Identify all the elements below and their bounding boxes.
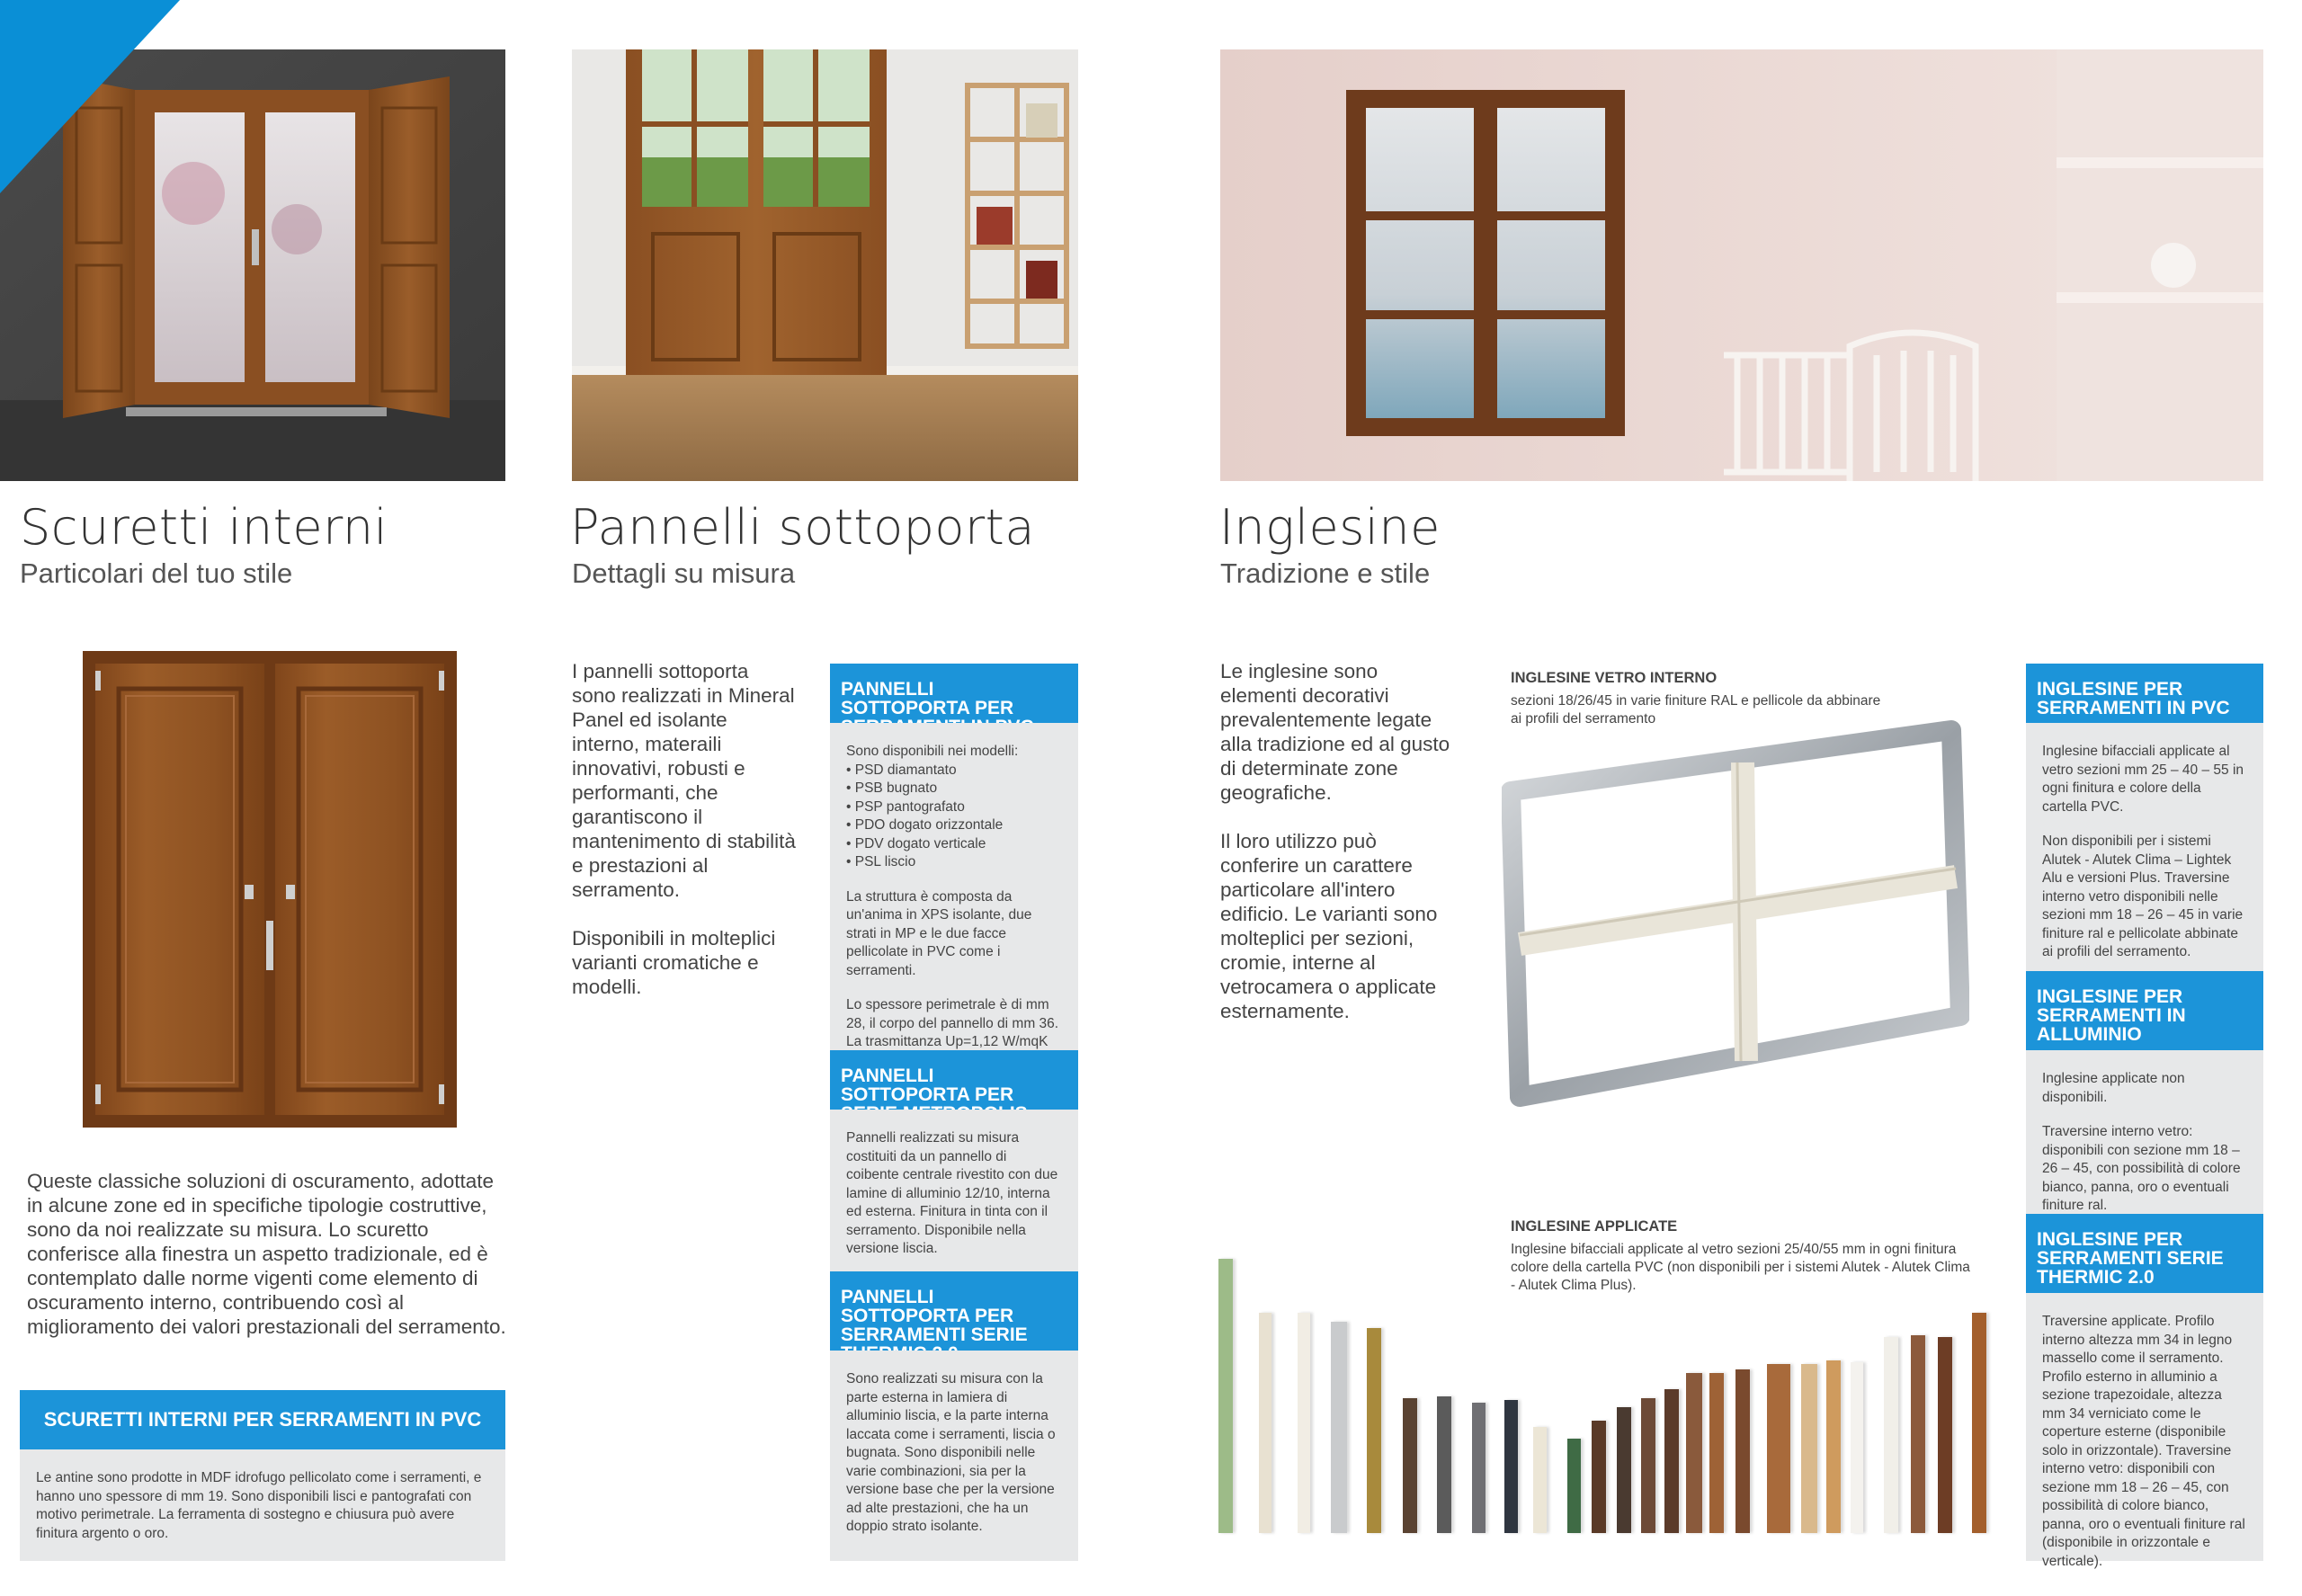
pannelli-thermic-title: PANNELLI SOTTOPORTA PER SERRAMENTI SERIE: [830, 1271, 1078, 1351]
color-swatch: [1709, 1373, 1724, 1533]
pannelli-body-p1: I pannelli sottoporta sono realizzati in Mineral Panel ed isolante interno, materaili innovativi, robusti e performanti, che garantiscono il mantenimento di stabilità e prestazioni al serramento.: [572, 660, 796, 901]
inglesine-vetro-title: INGLESINE VETRO INTERNO: [1511, 670, 1718, 686]
inglesine-pvc-p2: Non disponibili per i sistemi Alutek - Alutek Clima – Lightek Alu e versioni Plus. Traversine interno vetro disponibili nelle sezioni mm 18 – 26 – 45 in varie finiture ral e pellicolate abbinate ai profili del serramento.: [2042, 834, 2244, 959]
inglesine-body: [1220, 659, 1456, 1048]
inglesine-pvc-title: INGLESINE PER SERRAMENTI IN PVC: [2026, 664, 2263, 723]
pannelli-pvc-title: PANNELLI SOTTOPORTA PER: [830, 664, 1078, 723]
color-swatch: [1664, 1389, 1679, 1533]
pannelli-pvc-p2: La struttura è composta da un'anima in XPS isolante, due strati in MP e le due facce pellicolate in PVC come i serramenti.: [846, 888, 1032, 978]
inglesine-thermic-box: [2026, 1293, 2263, 1569]
pannelli-models-list: [846, 762, 1062, 872]
pannelli-title: Pannelli sottoporta: [570, 499, 1035, 556]
color-swatch: [1403, 1398, 1417, 1533]
color-swatch: [1767, 1364, 1790, 1533]
color-swatch: [1437, 1396, 1451, 1533]
inglesine-grid-image: [1502, 719, 1969, 1115]
pannelli-metropolis-box: [830, 1110, 1078, 1271]
color-swatch: [1851, 1362, 1863, 1533]
color-swatch: [1533, 1427, 1547, 1533]
inglesine-pvc-box: [2026, 723, 2263, 971]
pannelli-thermic-text: Sono realizzati su misura con la parte esterna in lamiera di alluminio liscia, e la parte interna laccata come i serramenti, liscia o bugnata. Sono disponibili nelle varie combinazioni, sia per la versione base che per la versione ad alte prestazioni, che ha un doppio strato isolante.: [846, 1371, 1056, 1534]
color-swatch: [1641, 1398, 1655, 1533]
inglesine-thermic-text: Traversine applicate. Profilo interno altezza mm 34 in legno massello come il serramento. Profilo esterno in alluminio a sezione trapezoidale, altezza mm 34 verniciato come le coperture esterne (disponibile solo in orizzontale). Traversine interno vetro: disponibili con sezione mm 18 – 26 – 45, con possibilità di colore bianco, panna, oro o eventuali finiture ral (disponibile in orizzontale e verticale).: [2042, 1314, 2245, 1569]
inglesine-photo: [1220, 49, 2263, 481]
pannelli-metropolis-text: Pannelli realizzati su misura costituiti da un pannello di coibente centrale rivestito con due lamine di alluminio 12/10, interna ed esterna. Finitura in tinta con il serramento. Disponibile nella versione liscia.: [846, 1130, 1058, 1256]
list-item: • PDV dogato verticale: [846, 835, 1062, 854]
inglesine-thermic-title: INGLESINE PER SERRAMENTI SERIE THERMIC 2.0: [2026, 1214, 2263, 1293]
inglesine-body-p1: Le inglesine sono elementi decorativi prevalentemente legate alla tradizione ed al gusto di determinate zone geografiche.: [1220, 660, 1450, 804]
list-item: • PSB bugnato: [846, 780, 1062, 798]
pannelli-photo: [572, 49, 1078, 481]
inglesine-alluminio-title: INGLESINE PER SERRAMENTI IN ALLUMINIO: [2026, 971, 2263, 1050]
scuretti-box-title: SCURETTI INTERNI PER SERRAMENTI IN PVC: [20, 1390, 505, 1449]
color-swatch: [1938, 1337, 1952, 1533]
inglesine-alluminio-p2: Traversine interno vetro: disponibili con sezione mm 18 – 26 – 45, con possibilità di colore bianco, panna, oro o eventuali finiture ral.: [2042, 1124, 2241, 1213]
color-swatch: [1592, 1421, 1606, 1533]
pannelli-body-p2: Disponibili in molteplici varianti cromatiche e modelli.: [572, 927, 776, 998]
list-item: • PSL liscio: [846, 853, 1062, 872]
color-swatch: [1298, 1313, 1310, 1533]
scuretti-box: [20, 1449, 505, 1561]
scuretti-subtitle: Particolari del tuo stile: [20, 557, 293, 589]
color-swatch: [1617, 1407, 1631, 1533]
color-swatch: [1972, 1313, 1986, 1533]
pannelli-pvc-intro: Sono disponibili nei modelli:: [846, 744, 1019, 759]
pannelli-body: [572, 659, 797, 1023]
pannelli-thermic-box: [830, 1351, 1078, 1561]
inglesine-title: Inglesine: [1219, 499, 1441, 556]
color-swatch: [1504, 1400, 1518, 1533]
pannelli-pvc-box: [830, 723, 1078, 1050]
list-item: • PSD diamantato: [846, 762, 1062, 780]
corner-accent: [0, 0, 180, 193]
pannelli-pvc-p3: Lo spessore perimetrale è di mm 28, il corpo del pannello di mm 36. La trasmittanza Up=1,12 W/mqK: [846, 997, 1059, 1049]
color-swatch: [1801, 1364, 1817, 1533]
color-swatch: [1331, 1322, 1347, 1533]
list-item: • PSP pantografato: [846, 798, 1062, 817]
list-item: • PDO dogato orizzontale: [846, 816, 1062, 835]
inglesine-applicate-text: Inglesine bifacciali applicate al vetro sezioni 25/40/55 mm in ogni finitura colore della cartella PVC (non disponibili per i sistemi Alutek - Alutek Clima - Alutek Clima Plus).: [1511, 1242, 1970, 1293]
scuretti-body: Queste classiche soluzioni di oscuramento, adottate in alcune zone ed in specifiche tipologie costruttive, sono da noi realizzate su misura. Lo scuretto conferisce alla finestra un aspetto tradizionale, ed è contemplato dalle norme vigenti come elemento di oscuramento interno, contribuendo così al miglioramento dei valori prestazionali del serramento.: [27, 1170, 506, 1338]
pannelli-metropolis-title: PANNELLI SOTTOPORTA PER: [830, 1050, 1078, 1110]
color-swatch: [1259, 1313, 1271, 1533]
inglesine-alluminio-box: [2026, 1050, 2263, 1214]
inglesine-alluminio-p1: Inglesine applicate non disponibili.: [2042, 1071, 2185, 1105]
color-swatch: [1884, 1337, 1898, 1533]
inglesine-body-p2: Il loro utilizzo può conferire un carattere particolare all'intero edificio. Le varianti sono molteplici per sezioni, cromie, interne al vetrocamera o applicate esternamente.: [1220, 830, 1438, 1022]
color-swatch: [1826, 1360, 1841, 1533]
color-swatch: [1567, 1439, 1581, 1533]
scuretti-title: Scuretti interni: [20, 499, 388, 556]
inglesine-color-swatches: [1218, 1259, 1992, 1533]
color-swatch: [1367, 1328, 1381, 1533]
inglesine-pvc-p1: Inglesine bifacciali applicate al vetro sezioni mm 25 – 40 – 55 in ogni finitura e colore della cartella PVC.: [2042, 744, 2244, 815]
color-swatch: [1218, 1259, 1233, 1533]
color-swatch: [1735, 1369, 1750, 1533]
color-swatch: [1472, 1403, 1486, 1533]
inglesine-applicate-title: INGLESINE APPLICATE: [1511, 1218, 1678, 1235]
color-swatch: [1686, 1373, 1702, 1533]
inglesine-subtitle: Tradizione e stile: [1220, 557, 1431, 589]
scuretti-product-image: [83, 651, 457, 1128]
pannelli-subtitle: Dettagli su misura: [572, 557, 796, 589]
scuretti-box-text: Le antine sono prodotte in MDF idrofugo pellicolato come i serramenti, e hanno uno spessore di mm 19. Sono disponibili lisci e pantografati con motivo perimetrale. La ferramenta di sostegno e chiusura può avere finitura argento o oro.: [36, 1470, 482, 1541]
inglesine-vetro-text: sezioni 18/26/45 in varie finiture RAL e pellicole da abbinare ai profili del serramento: [1511, 693, 1881, 727]
color-swatch: [1911, 1335, 1925, 1533]
